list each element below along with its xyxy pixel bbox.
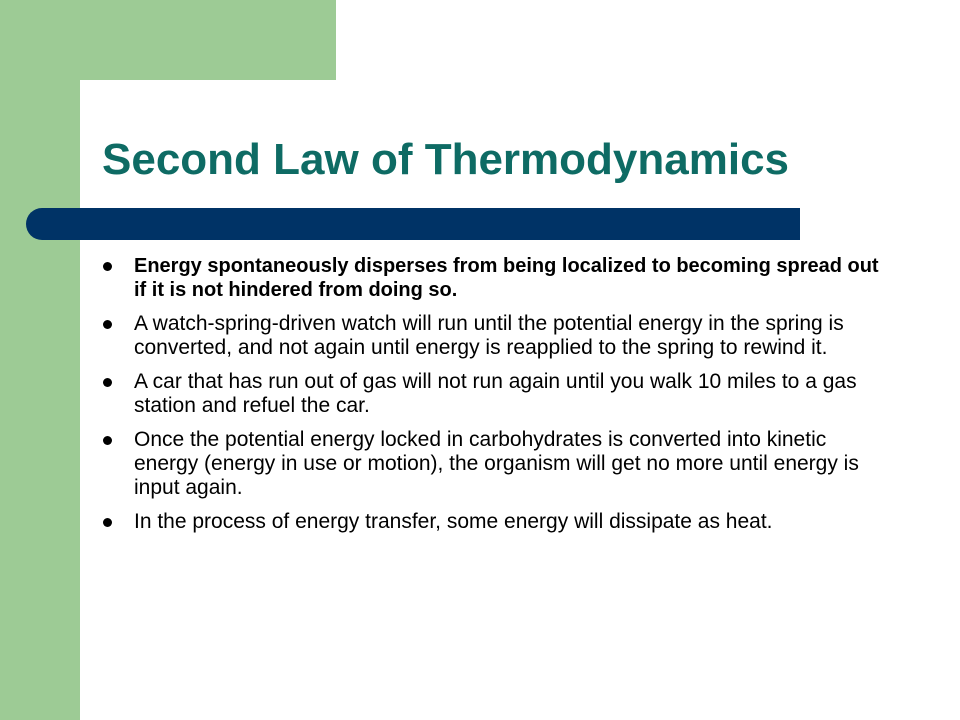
bullet-dot-icon [103,262,112,271]
bullet-text: Energy spontaneously disperses from being localized to becoming spread out if it is not hindered from doing so. [134,255,879,301]
bullet-text: In the process of energy transfer, some energy will dissipate as heat. [134,510,773,533]
slide-title: Second Law of Thermodynamics [102,135,790,184]
bullet-item [103,428,893,500]
bullet-item [103,510,893,534]
bullet-dot-icon [103,320,112,329]
bullet-item [103,254,893,302]
bullet-dot-icon [103,378,112,387]
title-underline-bar [26,208,800,240]
bullet-text: A car that has run out of gas will not run again until you walk 10 miles to a gas station and refuel the car. [134,370,857,417]
bullet-item [103,370,893,418]
bullet-dot-icon [103,436,112,445]
green-frame-left [0,0,80,720]
bullet-item [103,312,893,360]
bullet-text: Once the potential energy locked in carbohydrates is converted into kinetic energy (energy in use or motion), the organism will get no more until energy is input again. [134,428,859,499]
bullet-dot-icon [103,518,112,527]
bullet-text: A watch-spring-driven watch will run until the potential energy in the spring is converted, and not again until energy is reapplied to the spring to rewind it. [134,312,844,359]
bullet-list [103,254,893,544]
